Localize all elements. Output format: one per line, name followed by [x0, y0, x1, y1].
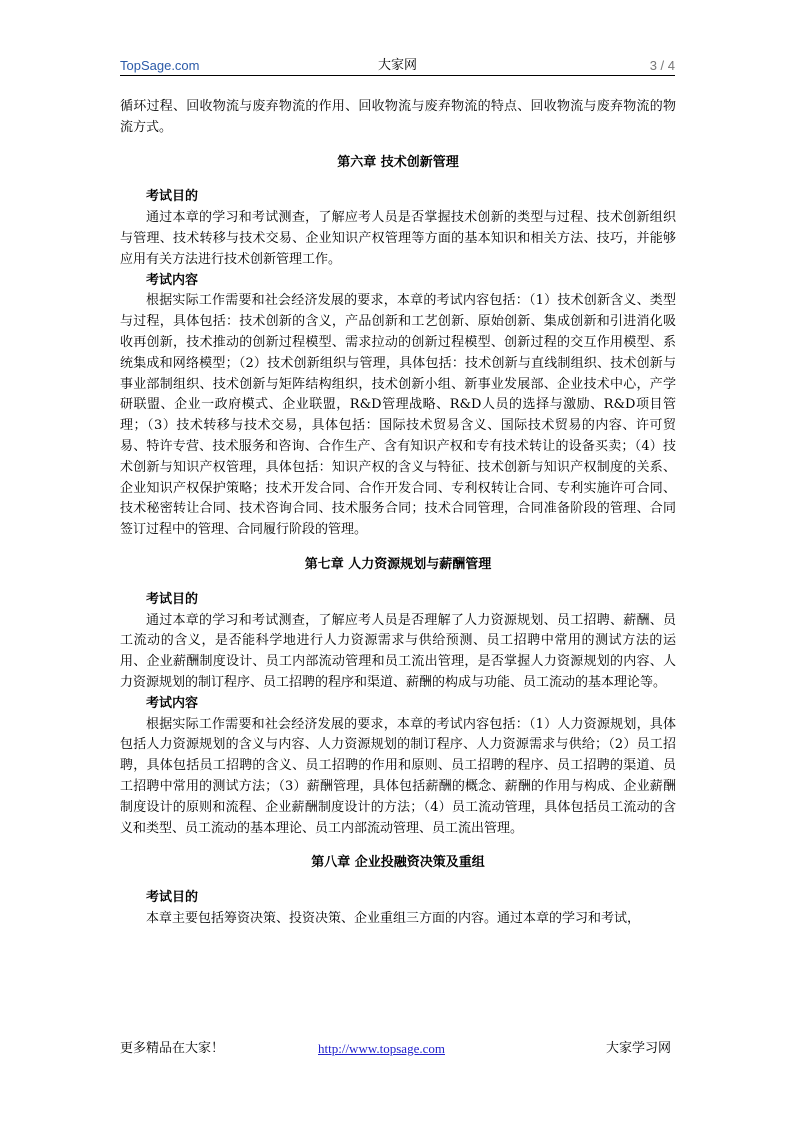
chapter-7-goal-label: 考试目的	[146, 591, 199, 607]
footer-link[interactable]: http://www.topsage.com	[318, 1041, 445, 1056]
chapter-6-title: 第六章 技术创新管理	[337, 154, 459, 170]
document-body	[120, 97, 676, 930]
chapter-6-content-text: 根据实际工作需要和社会经济发展的要求，本章的考试内容包括：（1）技术创新含义、类型与过程，具体包括：技术创新的含义，产品创新和工艺创新、原始创新、集成创新和引进消化吸收再创新，技术推动的创新过程模型、需求拉动的创新过程模型、创新过程的交互作用模型、系统集成和网络模型；（2）技术创新组织与管理，具体包括：技术创新与直线制组织、技术创新与事业部制组织、技术创新与矩阵结构组织，技术创新小组、新事业发展部、企业技术中心，产学研联盟、企业一政府模式、企业联盟，R&D管理战略、R&D人员的选择与激励、R&D项目管理；（3）技术转移与技术交易，具体包括：国际技术贸易含义、国际技术贸易的内容、许可贸易、特许专营、技术服务和咨询、合作生产、含有知识产权和专有技术转让的设备买卖；（4）技术创新与知识产权管理，具体包括：知识产权的含义与特征、技术创新与知识产权制度的关系、企业知识产权保护策略；技术开发合同、合作开发合同、专利权转让合同、专利实施许可合同、技术秘密转让合同、技术咨询合同、技术服务合同；技术合同管理，合同准备阶段的管理、合同签订过程中的管理、合同履行阶段的管理。	[120, 293, 676, 538]
chapter-7-title: 第七章 人力资源规划与薪酬管理	[304, 556, 492, 572]
page-header	[120, 57, 675, 76]
chapter-8-title: 第八章 企业投融资决策及重组	[311, 855, 485, 871]
chapter-8-goal-text: 本章主要包括筹资决策、投资决策、企业重组三方面的内容。通过本章的学习和考试，	[146, 910, 641, 926]
page-number: 3 / 4	[649, 58, 675, 73]
chapter-6-content-label: 考试内容	[146, 272, 199, 288]
page-footer	[120, 1040, 675, 1058]
chapter-6-goal-label: 考试目的	[146, 189, 199, 205]
footer-site-name: 大家学习网	[605, 1041, 671, 1056]
header-title: 大家网	[377, 58, 418, 73]
chapter-8-goal-label: 考试目的	[146, 890, 199, 906]
chapter-6-goal-text: 通过本章的学习和考试测查，了解应考人员是否掌握技术创新的类型与过程、技术创新组织与管理、技术转移与技术交易、企业知识产权管理等方面的基本知识和相关方法、技巧，并能够应用有关方法进行技术创新管理工作。	[120, 210, 676, 267]
footer-slogan: 更多精品在大家！	[120, 1041, 225, 1056]
intro-paragraph: 循环过程、回收物流与废弃物流的作用、回收物流与废弃物流的特点、回收物流与废弃物流的物流方式。	[120, 99, 676, 135]
header-site-name[interactable]: TopSage.com	[120, 58, 200, 73]
chapter-7-goal-text: 通过本章的学习和考试测查，了解应考人员是否理解了人力资源规划、员工招聘、薪酬、员工流动的含义，是否能科学地进行人力资源需求与供给预测、员工招聘中常用的测试方法的运用、企业薪酬制度设计、员工内部流动管理和员工流出管理，是否掌握人力资源规划的内容、人力资源规划的制订程序、员工招聘的程序和渠道、薪酬的构成与功能、员工流动的基本理论等。	[120, 612, 676, 690]
chapter-7-content-text: 根据实际工作需要和社会经济发展的要求，本章的考试内容包括：（1）人力资源规划，具体包括人力资源规划的含义与内容、人力资源规划的制订程序、人力资源需求与供给；（2）员工招聘，具体包括员工招聘的含义、员工招聘的作用和原则、员工招聘的程序、员工招聘的渠道、员工招聘中常用的测试方法；（3）薪酬管理，具体包括薪酬的概念、薪酬的作用与构成、企业薪酬制度设计的原则和流程、企业薪酬制度设计的方法；（4）员工流动管理，具体包括员工流动的含义和类型、员工流动的基本理论、员工内部流动管理、员工流出管理。	[120, 716, 676, 836]
chapter-7-content-label: 考试内容	[146, 695, 199, 711]
